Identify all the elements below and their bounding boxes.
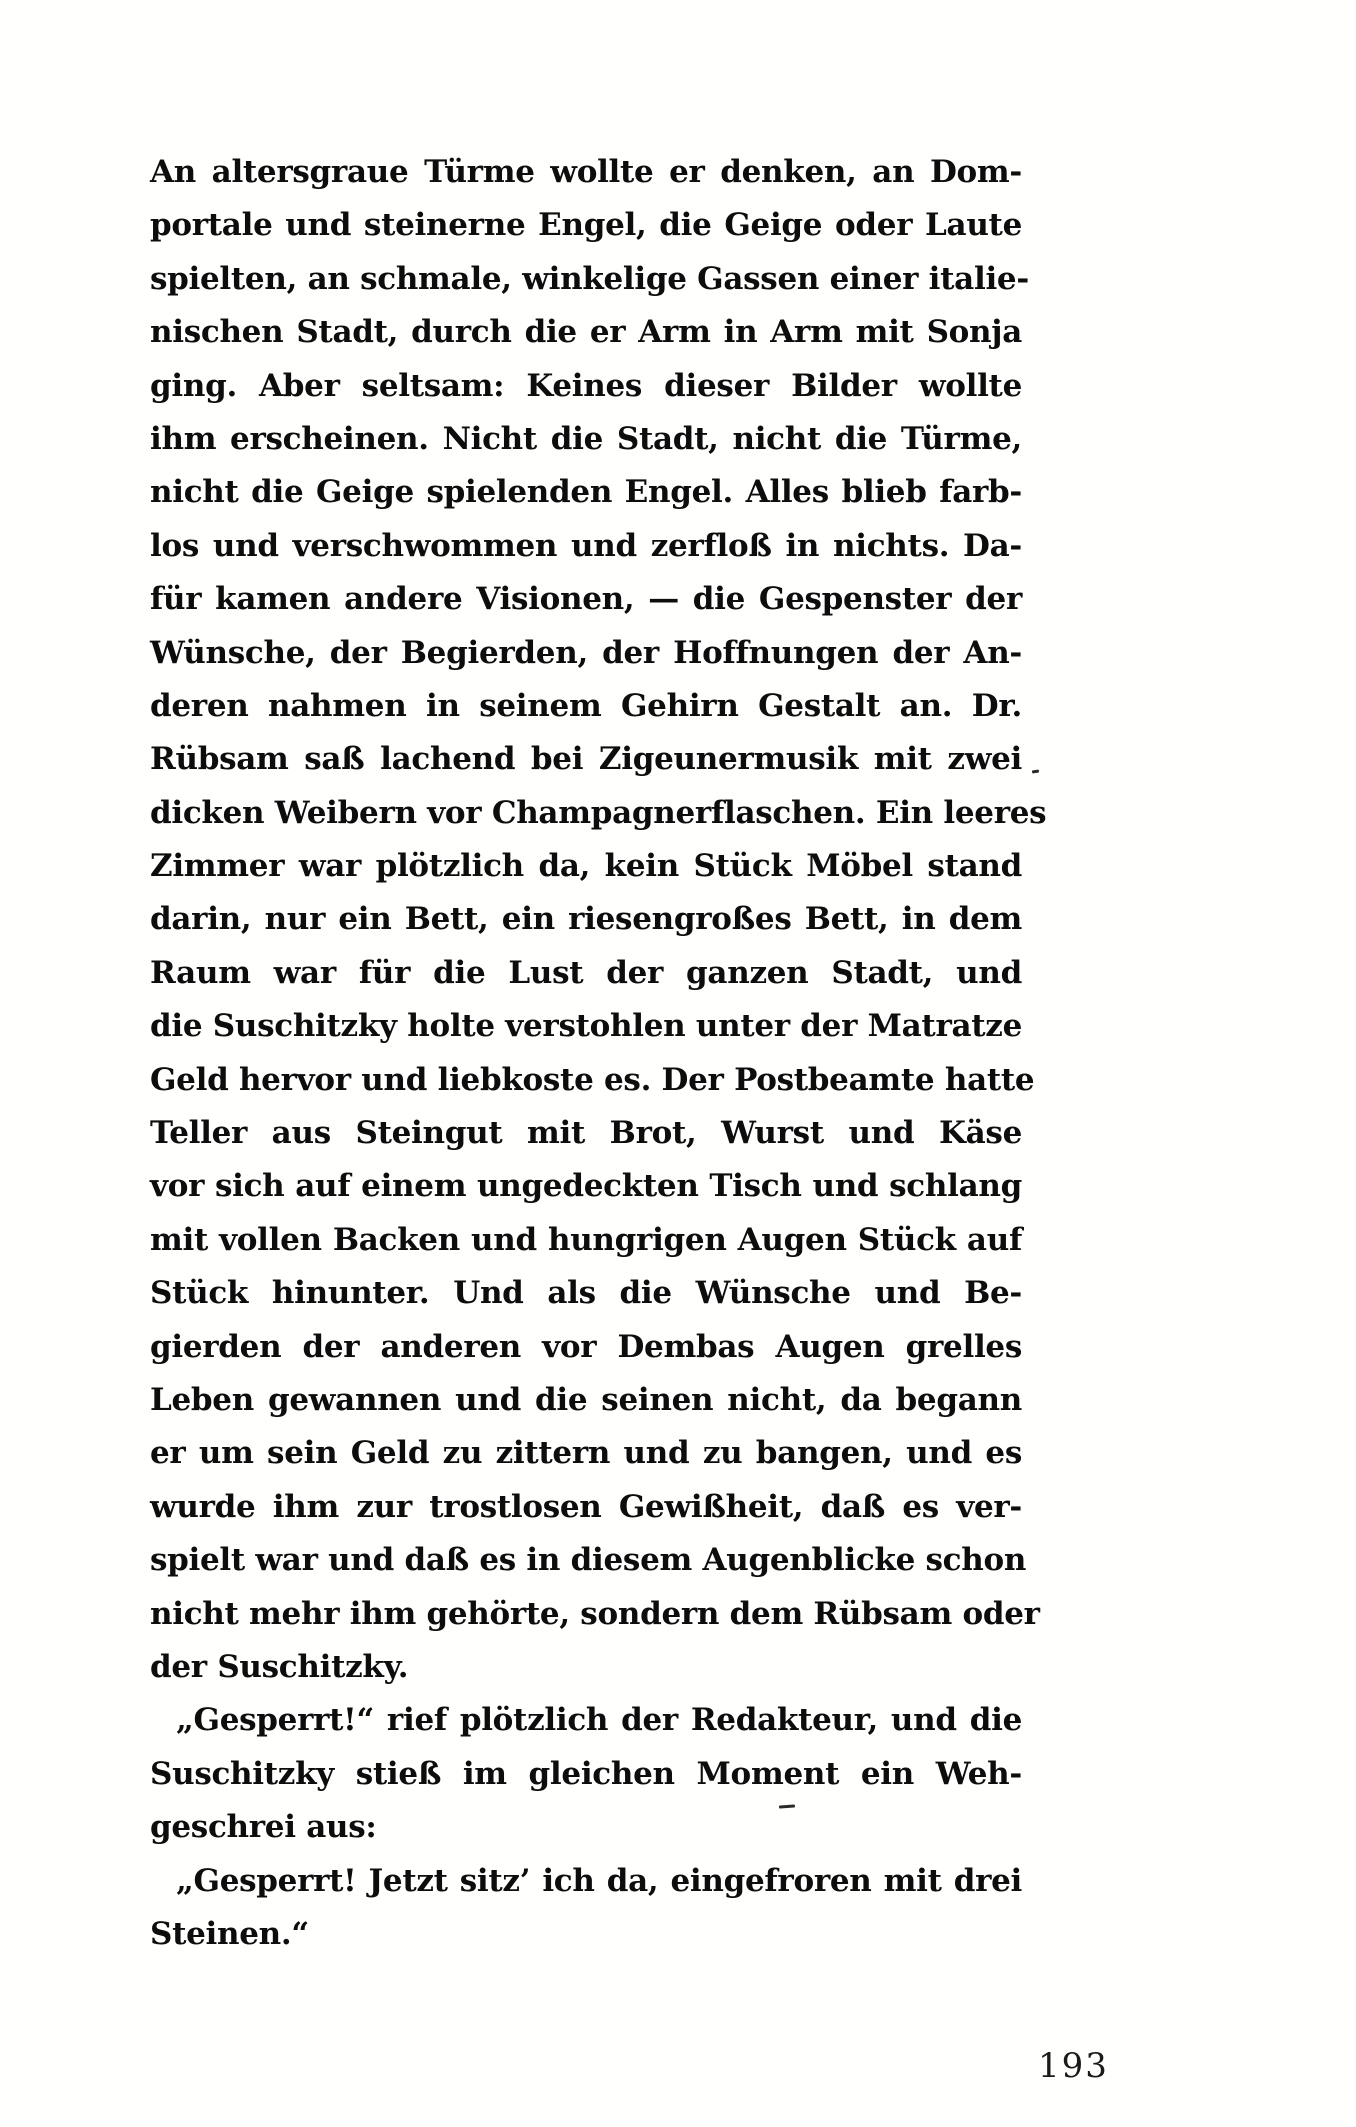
text-line: „Gesperrt!“ rief plötzlich der Redakteur, und die <box>176 1702 1022 1739</box>
scan-speck <box>1032 770 1039 774</box>
page-number: 193 <box>1038 2046 1109 2086</box>
text-line: Geld hervor und liebkoste es. Der Postbeamte hatte <box>150 1061 1035 1098</box>
text-line: nischen Stadt, durch die er Arm in Arm mit Sonja <box>150 314 1022 351</box>
text-line: Teller aus Steingut mit Brot, Wurst und Käse <box>150 1115 1022 1152</box>
text-line: Steinen.“ <box>150 1915 309 1952</box>
text-line: er um sein Geld zu zittern und zu bangen, und es <box>150 1435 1022 1472</box>
text-line: Leben gewannen und die seinen nicht, da begann <box>150 1381 1022 1418</box>
text-line: darin, nur ein Bett, ein riesengroßes Bett, in dem <box>150 901 1022 938</box>
text-line: spielten, an schmale, winkelige Gassen einer italie- <box>150 260 1029 297</box>
text-line: deren nahmen in seinem Gehirn Gestalt an. Dr. <box>150 687 1022 724</box>
text-line: der Suschitzky. <box>150 1648 409 1685</box>
body-text <box>150 146 1047 1961</box>
text-line: „Gesperrt! Jetzt sitz’ ich da, eingefroren mit drei <box>176 1862 1022 1899</box>
text-line: An altersgraue Türme wollte er denken, an Dom- <box>150 154 1022 190</box>
text-line: die Suschitzky holte verstohlen unter der Matratze <box>150 1008 1023 1045</box>
text-line: los und verschwommen und zerfloß in nichts. Da- <box>150 527 1022 564</box>
text-line: spielt war und daß es in diesem Augenblicke schon <box>150 1542 1027 1579</box>
text-line: nicht mehr ihm gehörte, sondern dem Rübsam oder <box>150 1595 1040 1632</box>
text-line: vor sich auf einem ungedeckten Tisch und schlang <box>150 1168 1022 1205</box>
text-line: geschrei aus: <box>150 1809 377 1846</box>
text-line: dicken Weibern vor Champagnerflaschen. Ein leeres <box>150 794 1047 831</box>
text-line: wurde ihm zur trostlosen Gewißheit, daß es ver- <box>150 1488 1022 1525</box>
text-line: ging. Aber seltsam: Keines dieser Bilder wollte <box>150 367 1022 404</box>
text-line: gierden der anderen vor Dembas Augen grelles <box>150 1328 1022 1365</box>
text-line: nicht die Geige spielenden Engel. Alles blieb farb- <box>150 474 1022 511</box>
text-line: mit vollen Backen und hungrigen Augen Stück auf <box>150 1221 1022 1258</box>
text-line: Raum war für die Lust der ganzen Stadt, und <box>150 954 1022 991</box>
text-line: Stück hinunter. Und als die Wünsche und Be- <box>150 1275 1022 1312</box>
text-line: Zimmer war plötzlich da, kein Stück Möbel stand <box>150 848 1022 885</box>
text-line: für kamen andere Visionen, — die Gespenster der <box>150 581 1022 618</box>
text-line: ihm erscheinen. Nicht die Stadt, nicht die Türme, <box>150 420 1022 457</box>
text-line: portale und steinerne Engel, die Geige oder Laute <box>150 207 1022 244</box>
text-line: Wünsche, der Begierden, der Hoffnungen der An- <box>150 634 1022 671</box>
text-line: Rübsam saß lachend bei Zigeunermusik mit zwei <box>150 741 1022 778</box>
text-line: Suschitzky stieß im gleichen Moment ein Weh- <box>150 1755 1022 1792</box>
